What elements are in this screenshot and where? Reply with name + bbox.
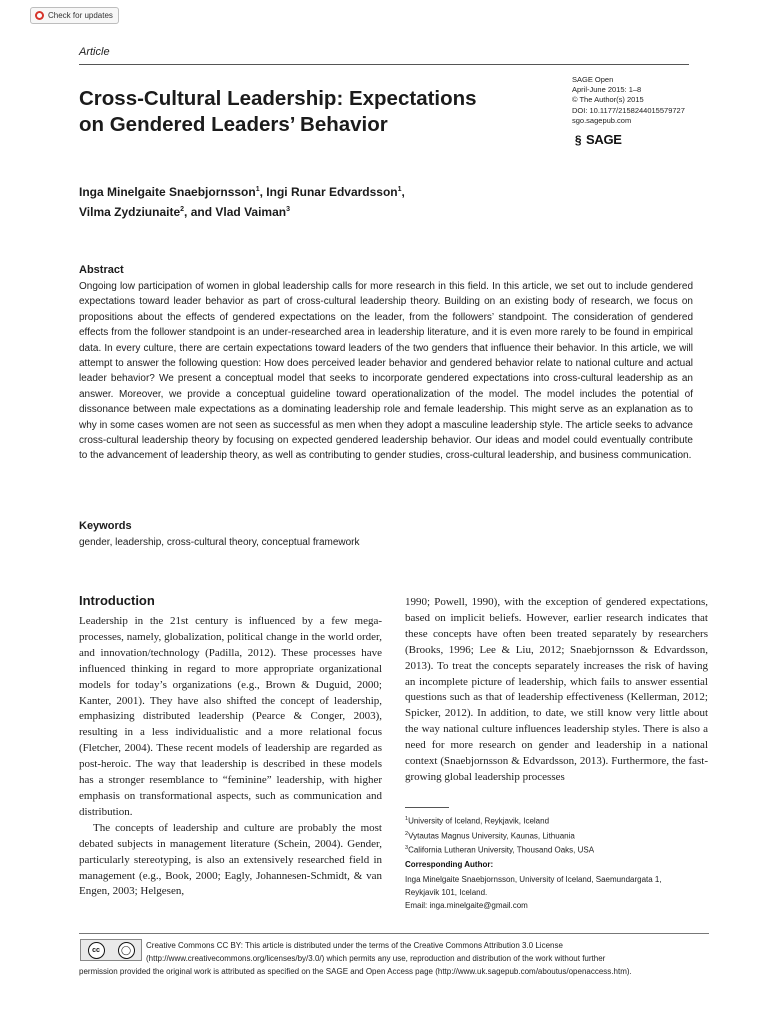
check-for-updates-label: Check for updates [48,11,113,20]
article-title-line-1: Cross-Cultural Leadership: Expectations [79,87,477,110]
license-line[interactable]: permission provided the original work is attributed as specified on the SAGE and Open Access page (http://www.uk.sagepub.com/aboutus/openaccess.htm). [79,966,632,976]
affiliation-mark: 3 [405,845,409,852]
body-paragraph: Leadership in the 21st century is influenced by a few mega-processes, namely, globalization, political change in the world order, and innovation/technology (Padilla, 2012). These processes have influenced thinking in regard to more appropriate organizational models for today’s organizations (e.g., Brown & Duguid, 2000; Kanter, 2001). They have also shifted the concept of leadership, emphasizing distributed leadership (Pearce & Conger, 2003), resulting in a less individualistic and a more relational focus (Fletcher, 2004). These recent models of leadership are regarded as post-heroic. The way that leadership is described in these models has a stronger resemblance to “feminine” leadership, with higher emphasis on transformational aspects, such as communication and distribution. [79,615,382,818]
article-title [79,86,539,138]
check-for-updates-button[interactable] [30,7,119,24]
journal-name: SAGE Open [572,75,614,84]
body-paragraph: 1990; Powell, 1990), with the exception of gendered expectations, based on implicit beliefs. However, earlier research indicates that these concepts have often been treated separately by researchers (Brooks, 1996; Lee & Liu, 2012; Snaebjornsson & Edvardsson, 2013). To treat the concepts separately increases the risk of having an incomplete picture of leadership, which fails to answer essential questions such as that of leadership effectiveness (Kellerman, 2012; Spicker, 2012). In addition, to date, we still know very little about the way national culture influences leadership styles. There is also a need for more research on gender and leadership in a national context (Snaebjornsson & Edvardsson, 2013). Furthermore, the fast-growing global leadership processes [405,596,708,783]
affiliation-text: California Lutheran University, Thousand Oaks, USA [408,845,595,855]
journal-meta [572,75,685,126]
affiliation-item [405,813,594,828]
introduction-heading: Introduction [79,593,155,608]
affiliation-item [405,828,594,843]
author-separator: , and [184,205,216,219]
journal-doi[interactable]: DOI: 10.1177/2158244015579727 [572,105,685,115]
by-icon: ◯ [118,942,135,959]
corresponding-author-heading: Corresponding Author: [405,860,494,869]
affiliation-text: University of Iceland, Reykjavik, Iceland [408,816,550,826]
affiliation-mark: 2 [405,830,409,837]
keywords-heading: Keywords [79,520,132,532]
affiliation-mark: 1 [405,816,409,822]
cc-icon: cc [88,942,105,959]
author-list [79,181,405,221]
affiliation-text: Vytautas Magnus University, Kaunas, Lithuania [408,831,575,841]
sage-logo [572,132,622,147]
affiliation-list [405,813,594,857]
journal-issue: April-June 2015: 1–8 [572,85,642,95]
author-line-2 [79,201,405,221]
body-paragraph: The concepts of leadership and culture are probably the most debated subjects in management literature (Schein, 2004). Gender, particularly stereotyping, is also an extensively researched field in management (e.g., Book, 2000; Eagly, Johannesen-Schmidt, & van Engen, 2003; Helgesen, [79,821,382,898]
author-name: Ingi Runar Edvardsson [266,185,398,199]
keywords-list: gender, leadership, cross-cultural theory, conceptual framework [79,537,360,548]
article-type-label: Article [79,46,110,58]
author-affiliation-mark: 2 [180,206,185,213]
author-name: Vilma Zydziunaite [79,205,181,219]
header-divider [79,64,689,65]
affiliation-item [405,842,594,857]
author-name: Inga Minelgaite Snaebjornsson [79,185,256,199]
author-affiliation-mark: 3 [286,206,290,213]
author-affiliation-mark: 1 [255,186,260,193]
body-column-right [405,595,708,786]
footer-divider [79,933,709,934]
license-line[interactable]: (http://www.creativecommons.org/licenses/by/3.0/) which permits any use, reproduction and distribution of the work without further [146,953,606,963]
corresponding-author-line: Inga Minelgaite Snaebjornsson, University of Iceland, Saemundargata 1, [405,875,662,884]
sage-logo-icon: § [574,132,582,147]
journal-copyright: © The Author(s) 2015 [572,95,644,105]
article-title-line-2: on Gendered Leaders’ Behavior [79,113,388,136]
license-line: Creative Commons CC BY: This article is distributed under the terms of the Creative Commons Attribution 3.0 License [146,941,563,950]
author-line-1 [79,181,405,201]
corresponding-author-line: Reykjavik 101, Iceland. [405,888,488,897]
author-separator: , [401,185,405,199]
author-separator: , [259,185,267,199]
corresponding-author-details [405,873,662,912]
corresponding-author-email[interactable]: Email: inga.minelgaite@gmail.com [405,901,528,910]
journal-url[interactable]: sgo.sagepub.com [572,115,632,125]
abstract-heading: Abstract [79,264,124,276]
abstract-body: Ongoing low participation of women in global leadership calls for more research in this field. In this article, we set out to include gendered expectations toward leader behavior as part of cross-cultural leadership theory. Building on an existing body of research, we focus on propositions about the effects of gendered expectations on the leader, from the followers’ standpoint. The consideration of gendered effects from the follower standpoint is an under-researched area in leadership literature, and it is even more rarely to be found in empirical data. In every culture, there are certain expectations toward leaders of the two genders that influence their behavior. In this article, we will attempt to answer the following question: How does perceived leader behavior and gendered behavior relate to national culture and actual leader behavior? We present a conceptual model that seeks to incorporate gendered expectations into cross-cultural leadership as an answer. Moreover, we provide a conceptual guideline toward operationalization of the model. The model includes the potential of dissonance between male expectations as a dominating leadership role and female leadership. This might serve as an explanation as to why in some cases women are not seen as successful as men when they adopt a masculine leadership style. The article seeks to advance cross-cultural leadership theory by focusing on expected gendered leadership behavior. Our ideas and model could eventually contribute to the advancement of leadership theory, as well as contributing to gender studies, cross-cultural leadership, and business communication. [79,281,693,462]
body-column-left [79,614,382,900]
crossmark-icon [35,11,44,20]
license-notice [79,940,709,978]
sage-logo-text: SAGE [586,132,622,147]
affiliation-divider [405,807,449,808]
author-name: Vlad Vaiman [215,205,287,219]
author-affiliation-mark: 1 [397,186,402,193]
